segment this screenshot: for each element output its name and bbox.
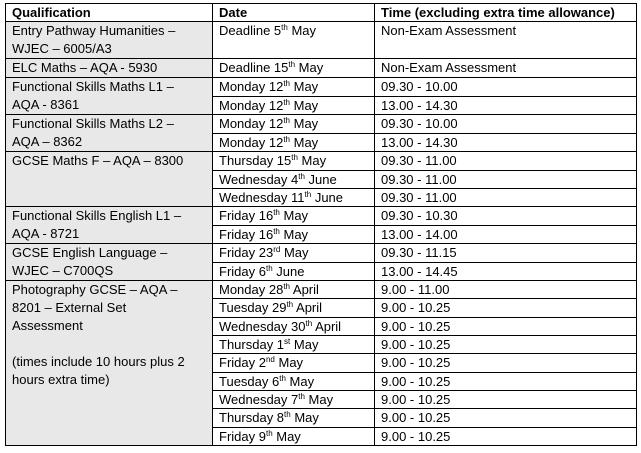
table-row (6, 22, 637, 59)
date-day: Wednesday 7 (219, 391, 299, 407)
date-month: May (272, 428, 301, 444)
qualification-line: 8201 – External Set (12, 300, 127, 316)
qualification-note-line: (times include 10 hours plus 2 (12, 354, 185, 370)
date-cell (213, 207, 375, 226)
date-ordinal-suffix: th (281, 23, 288, 33)
date-cell (213, 390, 375, 408)
qualification-line: ELC Maths – AQA - 5930 (12, 60, 158, 76)
date-day: Friday 6 (219, 263, 266, 279)
date-day: Monday 12 (219, 116, 284, 132)
date-month: May (280, 245, 309, 261)
date-month: May (290, 337, 319, 353)
date-cell (213, 299, 375, 317)
date-ordinal-suffix: th (283, 134, 290, 144)
date-ordinal-suffix: th (283, 79, 290, 89)
time-cell: 9.00 - 10.25 (375, 317, 637, 335)
time-cell: 9.00 - 11.00 (375, 281, 637, 299)
time-cell: Non-Exam Assessment (375, 22, 637, 59)
date-day: Monday 12 (219, 79, 284, 95)
time-cell: 13.00 - 14.45 (375, 262, 637, 281)
date-day: Friday 2 (219, 355, 266, 371)
table-row (6, 207, 637, 226)
date-ordinal-suffix: th (273, 226, 280, 236)
date-day: Wednesday 11 (219, 189, 305, 205)
date-month: June (311, 189, 344, 205)
qualification-line: AQA - 8721 (12, 226, 80, 242)
date-cell (213, 96, 375, 115)
date-ordinal-suffix: rd (273, 245, 281, 255)
date-ordinal-suffix: th (265, 428, 273, 438)
header-time: Time (excluding extra time allowance) (375, 4, 637, 22)
date-month: April (293, 300, 323, 316)
time-cell: 09.30 - 11.00 (375, 152, 637, 170)
time-cell: 09.30 - 10.00 (375, 115, 637, 134)
date-ordinal-suffix: th (284, 410, 291, 420)
date-day: Thursday 1 (219, 337, 285, 353)
date-month: May (287, 23, 316, 39)
date-day: Friday 16 (219, 208, 274, 224)
date-month: May (290, 79, 319, 95)
date-day: Wednesday 4 (219, 171, 299, 187)
qualification-line: Assessment (12, 318, 83, 334)
timetable-table (5, 3, 637, 446)
time-cell: 9.00 - 10.25 (375, 299, 637, 317)
date-cell (213, 336, 375, 354)
qualification-note (12, 353, 206, 389)
date-cell (213, 244, 375, 263)
time-cell: 13.00 - 14.30 (375, 96, 637, 115)
date-day: Deadline 15 (219, 60, 289, 76)
table-row (6, 115, 637, 134)
date-ordinal-suffix: th (283, 116, 290, 126)
qualification-line: AQA - 8361 (12, 97, 80, 113)
date-month: April (290, 282, 319, 298)
date-ordinal-suffix: th (288, 60, 296, 70)
date-day: Tuesday 6 (219, 373, 280, 389)
table-row (6, 59, 637, 78)
date-cell (213, 22, 375, 59)
date-day: Thursday 8 (219, 410, 285, 426)
timetable-body (6, 22, 637, 446)
date-month: June (272, 263, 305, 279)
qualification-line: GCSE English Language – (12, 245, 168, 261)
date-day: Monday 28 (219, 282, 284, 298)
date-cell (213, 427, 375, 445)
date-cell (213, 317, 375, 335)
date-day: Wednesday 30 (219, 318, 306, 334)
table-row (6, 78, 637, 97)
date-cell (213, 354, 375, 372)
date-ordinal-suffix: th (283, 282, 290, 292)
date-day: Thursday 15 (219, 153, 292, 169)
qualification-line: GCSE Maths F – AQA – 8300 (12, 153, 184, 169)
date-month: May (279, 226, 309, 242)
time-cell: 13.00 - 14.30 (375, 133, 637, 152)
date-month: May (274, 355, 304, 371)
date-month: April (312, 318, 342, 334)
date-cell (213, 78, 375, 97)
date-month: May (290, 134, 319, 150)
date-month: May (279, 208, 309, 224)
date-cell (213, 115, 375, 134)
time-cell: 09.30 - 11.00 (375, 188, 637, 206)
date-day: Friday 16 (219, 226, 274, 242)
date-month: May (297, 153, 327, 169)
date-cell (213, 188, 375, 206)
time-cell: 09.30 - 11.15 (375, 244, 637, 263)
qualification-line: Functional Skills English L1 – (12, 208, 182, 224)
qualification-line: Functional Skills Maths L2 – (12, 116, 174, 132)
qualification-line: Functional Skills Maths L1 – (12, 79, 174, 95)
time-cell: 09.30 - 10.00 (375, 78, 637, 97)
qualification-line: Entry Pathway Humanities – (12, 23, 176, 39)
time-cell: 13.00 - 14.00 (375, 225, 637, 244)
date-cell (213, 281, 375, 299)
table-row (6, 281, 637, 299)
date-day: Friday 23 (219, 245, 274, 261)
date-cell (213, 262, 375, 281)
date-ordinal-suffix: th (273, 208, 280, 218)
time-cell: 9.00 - 10.25 (375, 390, 637, 408)
date-ordinal-suffix: th (298, 391, 305, 401)
qualification-cell (6, 281, 213, 446)
date-ordinal-suffix: th (298, 171, 305, 181)
date-month: May (304, 391, 334, 407)
qualification-cell (6, 152, 213, 207)
date-ordinal-suffix: th (305, 318, 313, 328)
date-ordinal-suffix: th (291, 153, 298, 163)
time-cell: 9.00 - 10.25 (375, 372, 637, 390)
time-cell: 9.00 - 10.25 (375, 336, 637, 354)
qualification-line: Photography GCSE – AQA – (12, 282, 178, 298)
qualification-cell (6, 207, 213, 244)
header-row (6, 4, 637, 22)
date-cell (213, 372, 375, 390)
qualification-cell (6, 115, 213, 152)
table-row (6, 244, 637, 263)
date-ordinal-suffix: th (283, 97, 290, 107)
date-month: May (290, 116, 319, 132)
qualification-cell (6, 59, 213, 78)
time-cell: 09.30 - 10.30 (375, 207, 637, 226)
time-cell: Non-Exam Assessment (375, 59, 637, 78)
date-day: Tuesday 29 (219, 300, 287, 316)
qualification-line: WJEC – 6005/A3 (12, 41, 112, 57)
date-day: Deadline 5 (219, 23, 282, 39)
qualification-cell (6, 22, 213, 59)
date-day: Monday 12 (219, 134, 284, 150)
date-month: May (285, 373, 315, 389)
qualification-line: WJEC – C700QS (12, 263, 114, 279)
time-cell: 9.00 - 10.25 (375, 409, 637, 427)
date-cell (213, 409, 375, 427)
date-cell (213, 225, 375, 244)
qualification-cell (6, 78, 213, 115)
date-ordinal-suffix: th (286, 300, 294, 310)
header-date: Date (213, 4, 375, 22)
qualification-cell (6, 244, 213, 281)
time-cell: 9.00 - 10.25 (375, 427, 637, 445)
time-cell: 09.30 - 11.00 (375, 170, 637, 188)
date-month: May (295, 60, 324, 76)
date-cell (213, 170, 375, 188)
header-qualification: Qualification (6, 4, 213, 22)
date-cell (213, 152, 375, 170)
date-ordinal-suffix: th (265, 263, 273, 273)
date-ordinal-suffix: th (304, 189, 312, 199)
date-day: Friday 9 (219, 428, 266, 444)
table-row (6, 152, 637, 170)
exam-timetable (5, 3, 637, 446)
time-cell: 9.00 - 10.25 (375, 354, 637, 372)
date-cell (213, 133, 375, 152)
date-month: June (304, 171, 337, 187)
qualification-line: AQA – 8362 (12, 134, 83, 150)
date-month: May (290, 97, 319, 113)
date-cell (213, 59, 375, 78)
date-ordinal-suffix: th (279, 373, 286, 383)
date-ordinal-suffix: nd (265, 355, 275, 365)
date-month: May (290, 410, 319, 426)
date-ordinal-suffix: st (284, 337, 291, 347)
qualification-note-line: hours extra time) (12, 372, 110, 388)
date-day: Monday 12 (219, 97, 284, 113)
